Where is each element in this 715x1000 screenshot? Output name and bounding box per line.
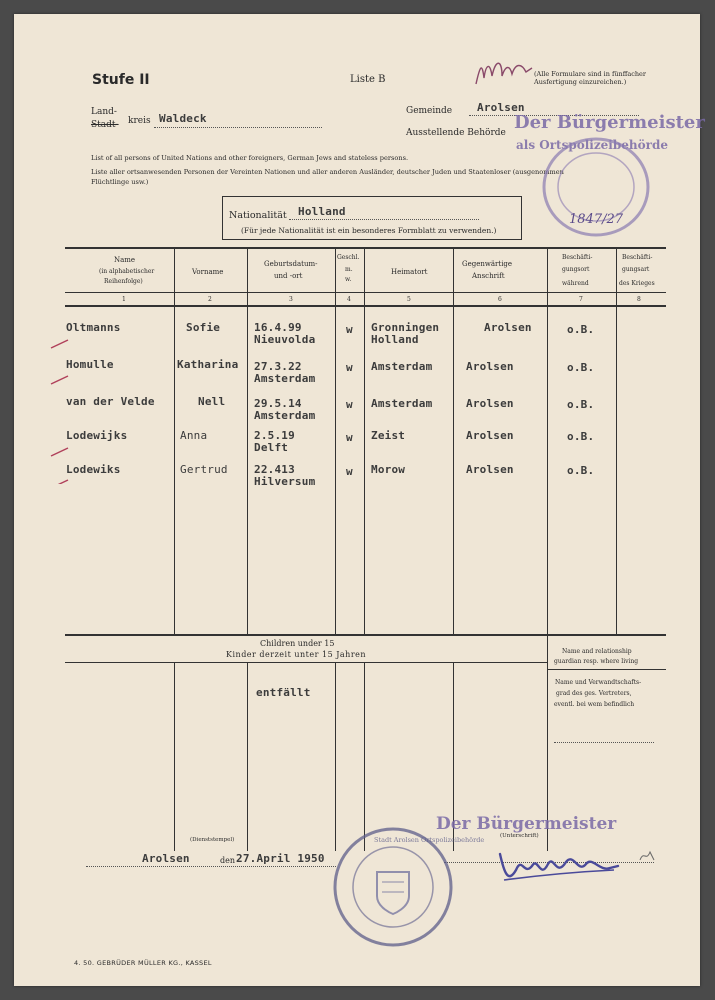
- row-date: 29.5.14: [254, 397, 302, 410]
- row-sex: w: [346, 361, 353, 374]
- guardian-de-3: eventl. bei wem befindlich: [554, 701, 635, 708]
- guardian-en-2: guardian resp. where living: [554, 658, 639, 665]
- row-name: Lodewijks: [66, 429, 128, 442]
- row-date: 22.413: [254, 463, 295, 476]
- row-name: Oltmanns: [66, 321, 121, 334]
- printer-imprint: 4. 50. GEBRÜDER MÜLLER KG., KASSEL: [74, 959, 212, 967]
- row-place: Hilversum: [254, 475, 316, 488]
- stamp-number: 1847/27: [569, 212, 624, 227]
- row-beruf: o.B.: [567, 430, 595, 443]
- row-sex: w: [346, 323, 353, 336]
- children-value: entfällt: [256, 686, 311, 699]
- dienststempel-label: (Dienststempel): [190, 837, 235, 843]
- german-description-1: Liste aller ortsanwesenden Personen der Vereinten Nationen und aller anderen Ausländer, deutscher Juden und Staatenloser (ausgenommen: [91, 168, 564, 176]
- stamp-buergermeister-top: Der Bürgermeister: [514, 112, 705, 133]
- guardian-de-2: grad des ges. Vertreters,: [556, 690, 632, 697]
- stadt-label: Stadt-: [91, 120, 119, 130]
- row-sex: w: [346, 398, 353, 411]
- row-beruf: o.B.: [567, 361, 595, 374]
- unterschrift-label: (Unterschrift): [500, 833, 539, 839]
- row-name: van der Velde: [66, 395, 155, 408]
- children-title-en: Children under 15: [260, 639, 335, 648]
- gemeinde-value: Arolsen: [477, 101, 525, 114]
- row-sex: w: [346, 431, 353, 444]
- stufe-title: Stufe II: [92, 72, 150, 88]
- row-name: Homulle: [66, 358, 114, 371]
- land-label: Land-: [91, 107, 117, 117]
- row-anschrift: Arolsen: [466, 463, 514, 476]
- behoerde-label: Ausstellende Behörde: [406, 128, 506, 138]
- small-mark: [638, 848, 658, 864]
- row-anschrift: Arolsen: [466, 360, 514, 373]
- row-beruf: o.B.: [567, 398, 595, 411]
- form-note-2: Ausfertigung einzureichen.): [534, 78, 627, 86]
- row-heimat: Amsterdam: [371, 397, 433, 410]
- row-place: Amsterdam: [254, 372, 316, 385]
- row-beruf: o.B.: [567, 464, 595, 477]
- guardian-en-1: Name and relationship: [562, 648, 632, 655]
- footer-place: Arolsen: [142, 852, 190, 865]
- row-anschrift: Arolsen: [466, 429, 514, 442]
- liste-title: Liste B: [350, 74, 386, 85]
- row-heimat: Amsterdam: [371, 360, 433, 373]
- row-date: 27.3.22: [254, 360, 302, 373]
- row-anschrift: Arolsen: [466, 397, 514, 410]
- row-beruf: o.B.: [567, 323, 595, 336]
- footer-date: 27.April 1950: [236, 852, 325, 865]
- nationality-note: (Für jede Nationalität ist ein besonderes Formblatt zu verwenden.): [241, 226, 497, 235]
- kreis-label: kreis: [128, 116, 151, 126]
- form-note-1: (Alle Formulare sind in fünffacher: [534, 70, 647, 78]
- row-vorname: Gertrud: [180, 463, 228, 476]
- footer-den: den: [220, 856, 236, 865]
- document-page: Stufe II Liste B (Alle Formulare sind in fünffacher Ausfertigung einzureichen.) Land- Stadt- kreis Waldeck Gemeinde Arolsen Ausstellende Behörde List of all persons of United Nations and other foreigners, German Jews and stateless persons. Liste aller ortsanwesenden Personen der Vereinten Nationen und aller anderen Ausländer, deutscher Juden und Staatenloser (ausgenommen Flüchtlinge usw.) Der Bürgermeister als Ortspolizeibehörde 1847/27 Nationalität Holland (Für jede Nationalität ist ein besonderes Formblatt zu verwenden.) Name (in alphabetischer Reihenfolge) 1 Vorname 2 Geburtsdatum- und -ort 3 Geschl. m. w. 4 Heimatort 5 Gegenwärtige Anschrift 6 Beschäfti- gungsort während 7 Beschäfti- gungsart des Krieges 8 Oltmanns Sofie 16.4.99 Nieuvolda w Gronningen Holland Arolsen o.B. Homulle Katharina 27.3.22 Amsterdam w Amsterdam Arolsen o.B. van der Velde Nell 29.5.14 Amsterdam w Amsterdam Arolsen o.B. Lodewijks Anna 2.5.19 Delft w Zeist Arolsen o.B. Lodewiks Gertrud 22.413 Hilversum w Morow Arolsen o.B. Children under 15 Kinder derzeit unter 15 Jahren entfällt Name and relationship guardian resp. where living Name und Verwandtschafts- grad des ges. Vertreters, eventl. bei wem befindlich (Dienststempel) (Unterschrift) Der Bürgermeister Arolsen den 27.April 1950 Stadt Arolsen Ortspolizeibehörde 4. 50. GEBRÜDER MÜLLER KG., KASSEL: [14, 14, 700, 986]
- kreis-value: Waldeck: [159, 112, 207, 125]
- nationality-label: Nationalität: [229, 210, 287, 221]
- row-anschrift: Arolsen: [484, 321, 532, 334]
- row-vorname: Katharina: [177, 358, 239, 371]
- row-place: Delft: [254, 441, 289, 454]
- guardian-de-1: Name und Verwandtschafts-: [555, 679, 642, 686]
- gemeinde-label: Gemeinde: [406, 106, 453, 116]
- stamp-ortspolizei: als Ortspolizeibehörde: [516, 138, 668, 152]
- row-heimat: Gronningen: [371, 321, 440, 334]
- stamp-buergermeister-bottom: Der Bürgermeister: [436, 814, 617, 834]
- nationality-value: Holland: [298, 205, 346, 218]
- row-date: 2.5.19: [254, 429, 295, 442]
- signature: [494, 832, 644, 892]
- german-description-2: Flüchtlinge usw.): [91, 178, 149, 186]
- row-vorname: Anna: [180, 429, 208, 442]
- english-description: List of all persons of United Nations and other foreigners, German Jews and stateless persons.: [91, 154, 409, 162]
- row-heimat: Zeist: [371, 429, 406, 442]
- row-heimat-2: Holland: [371, 333, 419, 346]
- row-name: Lodewiks: [66, 463, 121, 476]
- handwritten-initial: [472, 54, 538, 94]
- row-place: Nieuvolda: [254, 333, 316, 346]
- row-sex: w: [346, 465, 353, 478]
- row-vorname: Nell: [198, 395, 226, 408]
- children-title-de: Kinder derzeit unter 15 Jahren: [226, 650, 367, 659]
- row-vorname: Sofie: [186, 321, 221, 334]
- row-date: 16.4.99: [254, 321, 302, 334]
- row-place: Amsterdam: [254, 409, 316, 422]
- round-stamp-text: Stadt Arolsen Ortspolizeibehörde: [374, 836, 485, 844]
- row-heimat: Morow: [371, 463, 406, 476]
